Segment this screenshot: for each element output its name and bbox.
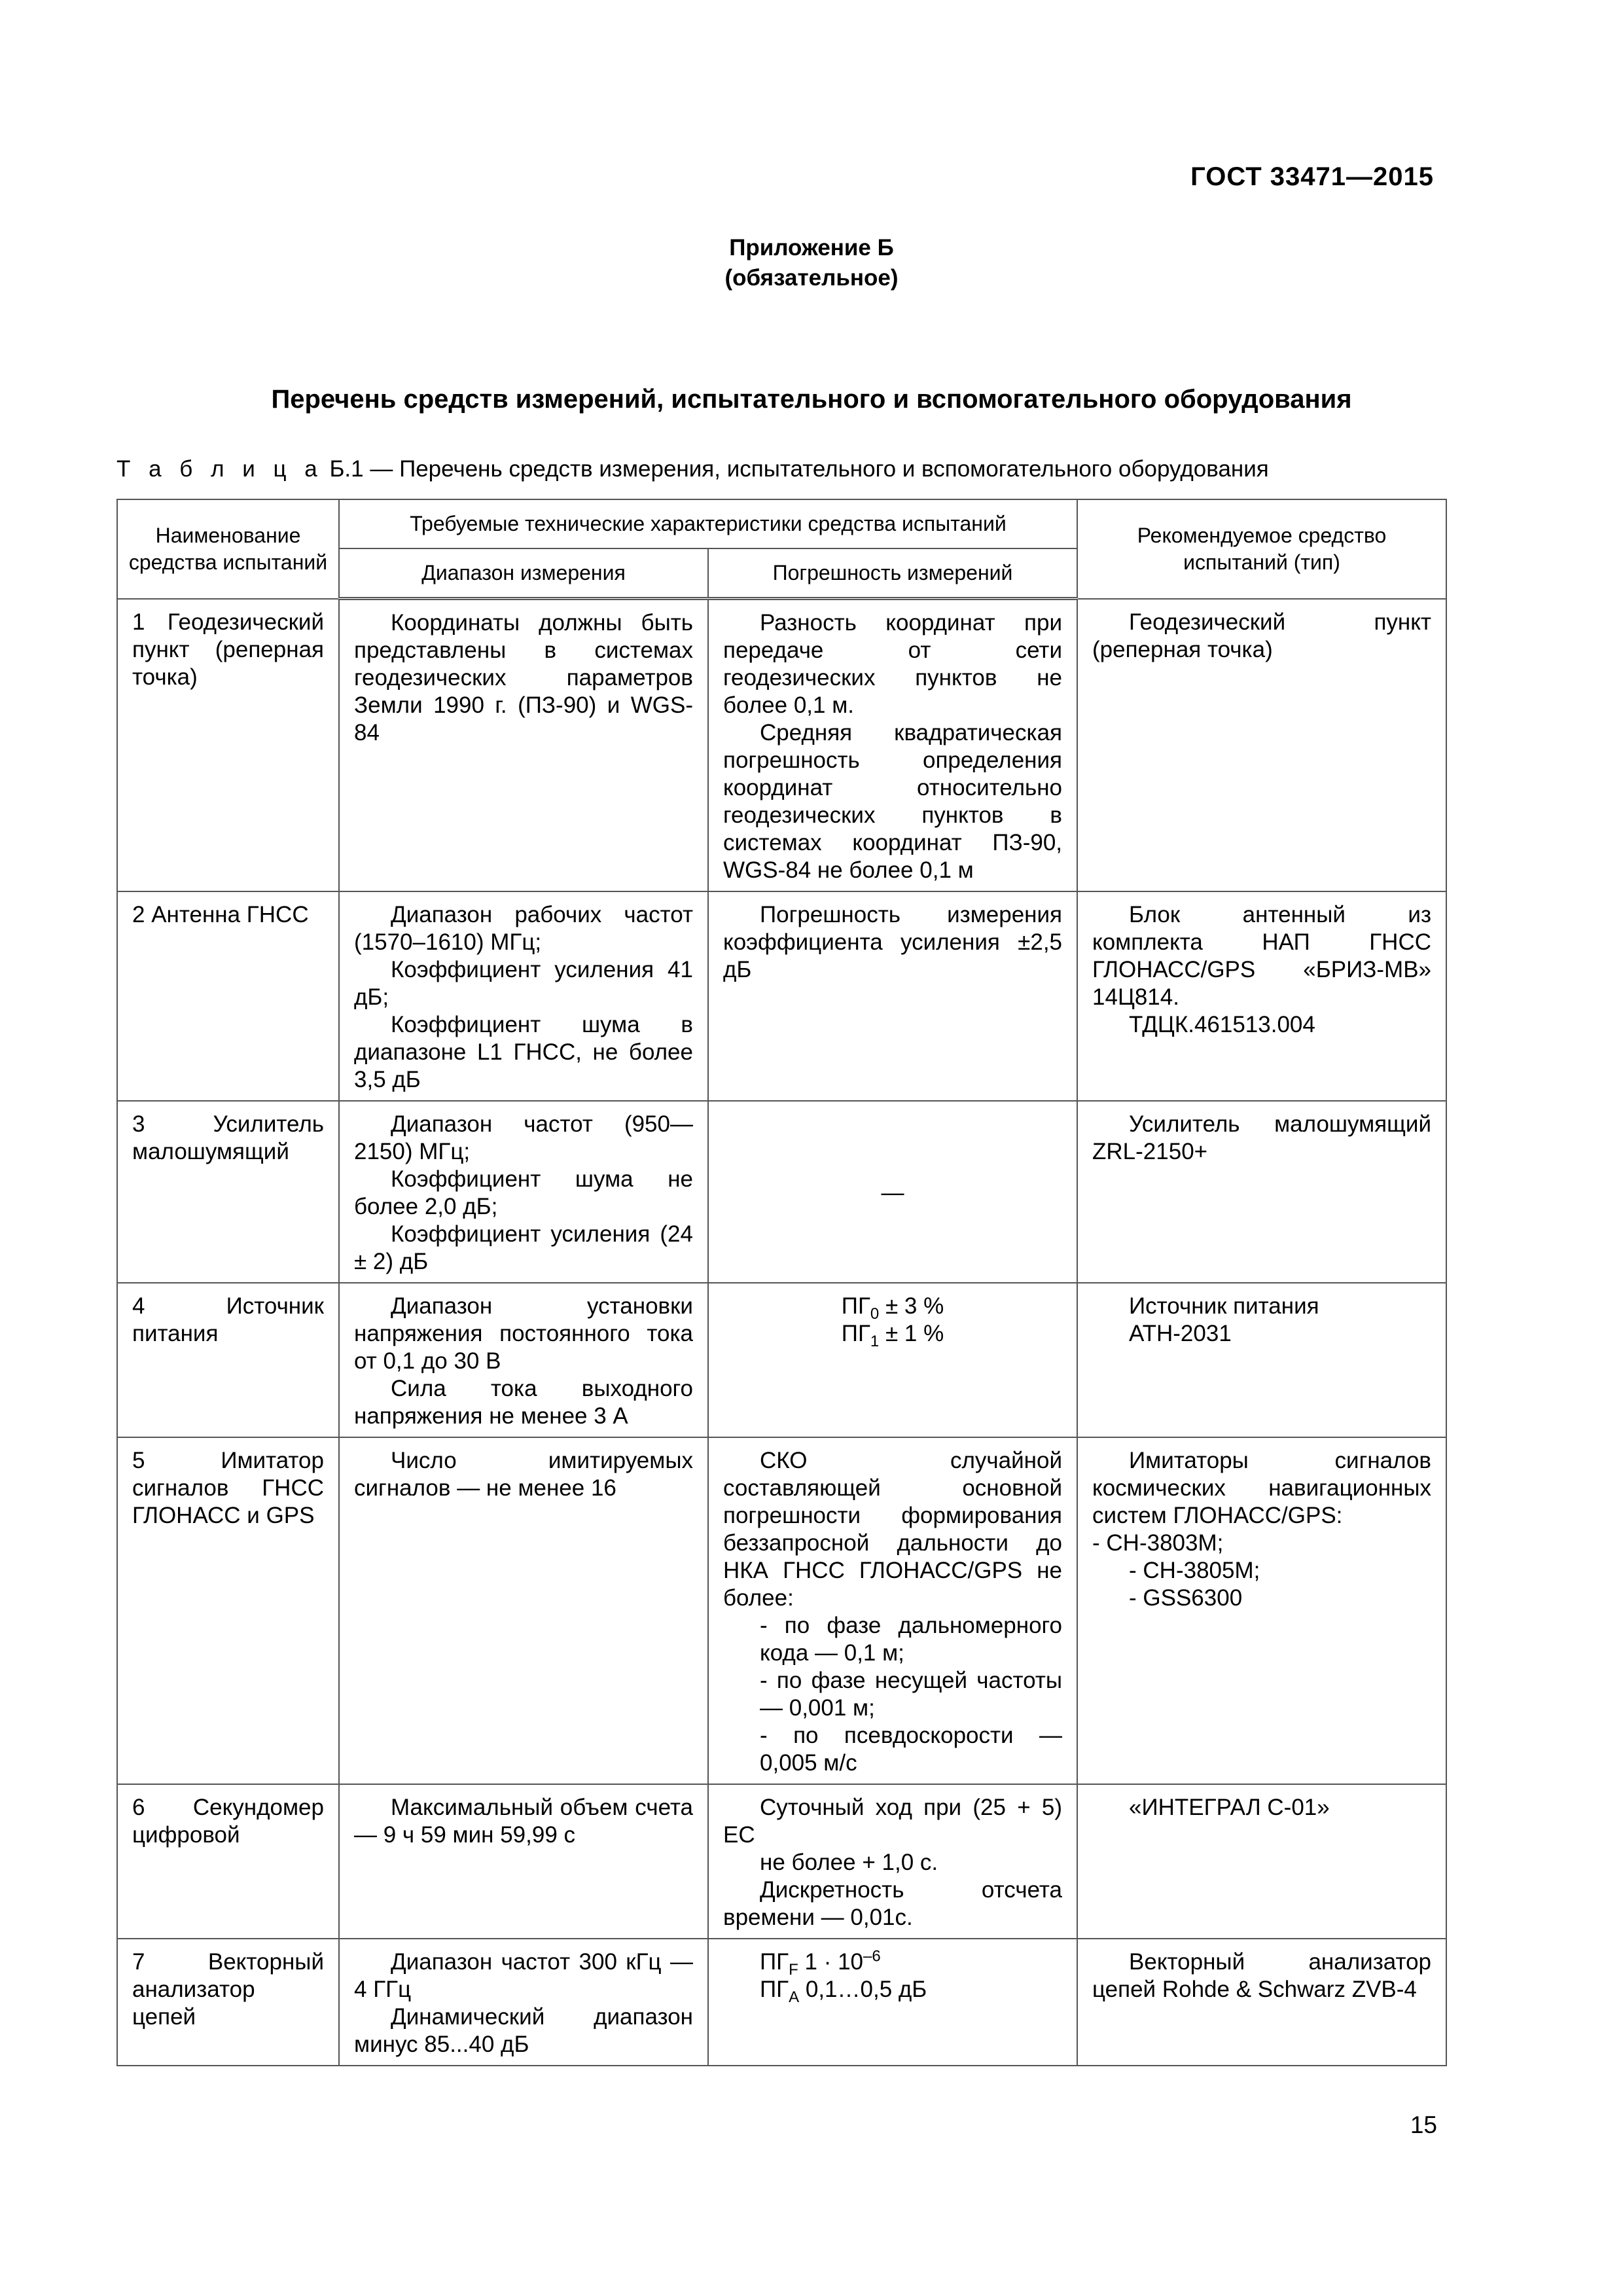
cell-recommended — [1077, 1437, 1446, 1784]
cell-range — [339, 1784, 708, 1939]
cell-recommended-line: - GSS6300 — [1129, 1585, 1243, 1611]
section-title: Перечень средств измерений, испытательного и вспомогательного оборудования — [271, 385, 1352, 414]
cell-range — [339, 1283, 708, 1437]
cell-name — [117, 1939, 339, 2066]
item-name: 7 Векторный анализатор цепей — [132, 1949, 324, 2030]
table-caption-label: Т а б л и ц а — [116, 456, 323, 482]
cell-range-line: Диапазон частот 300 кГц — 4 ГГц — [354, 1949, 693, 2002]
header-range: Диапазон измерения — [339, 548, 708, 599]
table-row — [117, 891, 1446, 1101]
cell-range-line: Диапазон установки напряжения постоянного тока от 0,1 до 30 В — [354, 1293, 693, 1374]
cell-error-line: не более + 1,0 с. — [760, 1850, 938, 1875]
cell-error — [708, 1283, 1077, 1437]
tolerance-line — [723, 1976, 1062, 2006]
cell-range-line: Сила тока выходного напряжения не менее 3 А — [354, 1376, 693, 1429]
cell-range — [339, 1437, 708, 1784]
cell-recommended-line: «ИНТЕГРАЛ С-01» — [1129, 1795, 1330, 1820]
table-caption-text: Б.1 — Перечень средств измерения, испытательного и вспомогательного оборудования — [323, 456, 1269, 482]
cell-range — [339, 891, 708, 1101]
tolerance-subscript: A — [789, 1988, 800, 2006]
tolerance-symbol: ПГ — [841, 1293, 870, 1319]
cell-recommended-line: Имитаторы сигналов космических навигационных систем ГЛОНАСС/GPS: — [1092, 1448, 1432, 1528]
item-name: 5 Имитатор сигналов ГНСС ГЛОНАСС и GPS — [132, 1448, 324, 1528]
item-name: 4 Источник питания — [132, 1293, 324, 1346]
item-name: 2 Антенна ГНСС — [132, 902, 309, 927]
item-name: 3 Усилитель малошумящий — [132, 1111, 324, 1164]
cell-range-line: Максимальный объем счета — 9 ч 59 мин 59,99 с — [354, 1795, 693, 1848]
tolerance-subscript: 0 — [870, 1305, 880, 1323]
cell-error — [708, 1939, 1077, 2066]
cell-range-line: Число имитируемых сигналов — не менее 16 — [354, 1448, 693, 1501]
cell-error — [708, 599, 1077, 892]
cell-recommended-line: - СН-3803М; — [1092, 1530, 1224, 1556]
cell-recommended-line: Векторный анализатор цепей Rohde & Schwarz ZVB-4 — [1092, 1949, 1432, 2002]
header-requirements: Требуемые технические характеристики средства испытаний — [339, 499, 1077, 548]
table-row — [117, 1101, 1446, 1283]
cell-recommended-line: Геодезический пункт (реперная точка) — [1092, 609, 1432, 662]
cell-range-line: Диапазон частот (950—2150) МГц; — [354, 1111, 693, 1164]
cell-error — [708, 1101, 1077, 1283]
cell-error-line: Разность координат при передаче от сети геодезических пунктов не более 0,1 м. — [723, 610, 1063, 718]
cell-recommended-line: АТН-2031 — [1129, 1321, 1232, 1346]
cell-recommended — [1077, 1784, 1446, 1939]
tolerance-line — [723, 1320, 1062, 1348]
tolerance-line — [723, 1947, 1062, 1979]
tolerance-subscript: F — [789, 1961, 798, 1979]
cell-range-line: Диапазон рабочих частот (1570–1610) МГц; — [354, 902, 693, 955]
appendix-status: (обязательное) — [724, 265, 899, 291]
cell-error-line: Средняя квадратическая погрешность определения координат относительно геодезических пунктов в системах координат ПЗ-90, WGS-84 не более 0,1 м — [723, 720, 1063, 883]
cell-error-line: - по псевдоскорости — 0,005 м/с — [760, 1723, 1063, 1776]
cell-error — [708, 1784, 1077, 1939]
tolerance-subscript: 1 — [870, 1333, 880, 1350]
empty-dash: — — [881, 1180, 904, 1206]
cell-range — [339, 1101, 708, 1283]
cell-recommended — [1077, 891, 1446, 1101]
cell-recommended-line: ТДЦК.461513.004 — [1129, 1012, 1315, 1037]
cell-range — [339, 1939, 708, 2066]
cell-error — [708, 1437, 1077, 1784]
cell-error-line: Суточный ход при (25 + 5) ЕС — [723, 1795, 1063, 1848]
cell-error-line: СКО случайной составляющей основной погрешности формирования беззапросной дальности до НКА ГНСС ГЛОНАСС/GPS не более: — [723, 1448, 1063, 1611]
cell-name — [117, 599, 339, 892]
cell-range — [339, 599, 708, 892]
document-code: ГОСТ 33471—2015 — [1190, 162, 1434, 191]
table-body — [117, 599, 1446, 2066]
tolerance-symbol: ПГ — [841, 1321, 870, 1346]
tolerance-exponent: –6 — [863, 1947, 881, 1965]
page-number: 15 — [1410, 2111, 1437, 2138]
cell-range-line: Динамический диапазон минус 85...40 дБ — [354, 2004, 693, 2057]
cell-recommended-line: Источник питания — [1129, 1293, 1319, 1319]
item-name: 1 Геодезический пункт (реперная точка) — [132, 609, 324, 690]
table-row — [117, 1939, 1446, 2066]
cell-range-line: Коэффициент шума не более 2,0 дБ; — [354, 1166, 693, 1219]
tolerance-value: ± 3 % — [879, 1293, 944, 1319]
tolerance-value: 1 · 10 — [798, 1949, 864, 1975]
cell-error-line: Погрешность измерения коэффициента усиления ±2,5 дБ — [723, 902, 1063, 982]
cell-recommended — [1077, 1939, 1446, 2066]
tolerance-line — [723, 1293, 1062, 1323]
tolerance-symbol: ПГ — [760, 1977, 789, 2002]
cell-name — [117, 1101, 339, 1283]
header-recommended: Рекомендуемое средство испытаний (тип) — [1077, 499, 1446, 599]
tolerance-value: ± 1 % — [879, 1321, 944, 1346]
cell-range-line: Координаты должны быть представлены в системах геодезических параметров Земли 1990 г. (ПЗ-90) и WGS-84 — [354, 610, 693, 745]
table-row — [117, 1784, 1446, 1939]
cell-range-line: Коэффициент шума в диапазоне L1 ГНСС, не более 3,5 дБ — [354, 1012, 693, 1092]
item-name: 6 Секундомер цифровой — [132, 1795, 324, 1848]
table-caption — [116, 456, 1269, 482]
cell-error-line: - по фазе несущей частоты — 0,001 м; — [760, 1668, 1063, 1721]
cell-range-line: Коэффициент усиления (24 ± 2) дБ — [354, 1221, 693, 1274]
header-name: Наименование средства испытаний — [117, 499, 339, 599]
table-row — [117, 599, 1446, 892]
cell-name — [117, 1784, 339, 1939]
cell-error-line: Дискретность отсчета времени — 0,01с. — [723, 1877, 1063, 1930]
cell-recommended — [1077, 1101, 1446, 1283]
cell-recommended-line: - СН-3805М; — [1129, 1558, 1260, 1583]
cell-name — [117, 1283, 339, 1437]
cell-recommended-line: Блок антенный из комплекта НАП ГНСС ГЛОНАСС/GPS «БРИЗ-МВ» 14Ц814. — [1092, 902, 1432, 1010]
cell-recommended-line: Усилитель малошумящий ZRL-2150+ — [1092, 1111, 1432, 1164]
equipment-table — [116, 499, 1447, 2066]
tolerance-symbol: ПГ — [760, 1949, 789, 1975]
appendix-title: Приложение Б — [729, 235, 894, 260]
tolerance-value: 0,1…0,5 дБ — [799, 1977, 927, 2002]
header-error: Погрешность измерений — [708, 548, 1077, 599]
cell-range-line: Коэффициент усиления 41 дБ; — [354, 957, 693, 1010]
table-row — [117, 1437, 1446, 1784]
cell-error — [708, 891, 1077, 1101]
appendix-heading — [0, 233, 1623, 293]
cell-recommended — [1077, 1283, 1446, 1437]
cell-name — [117, 1437, 339, 1784]
cell-recommended — [1077, 599, 1446, 892]
cell-error-line: - по фазе дальномерного кода — 0,1 м; — [760, 1613, 1063, 1666]
table-row — [117, 1283, 1446, 1437]
cell-name — [117, 891, 339, 1101]
